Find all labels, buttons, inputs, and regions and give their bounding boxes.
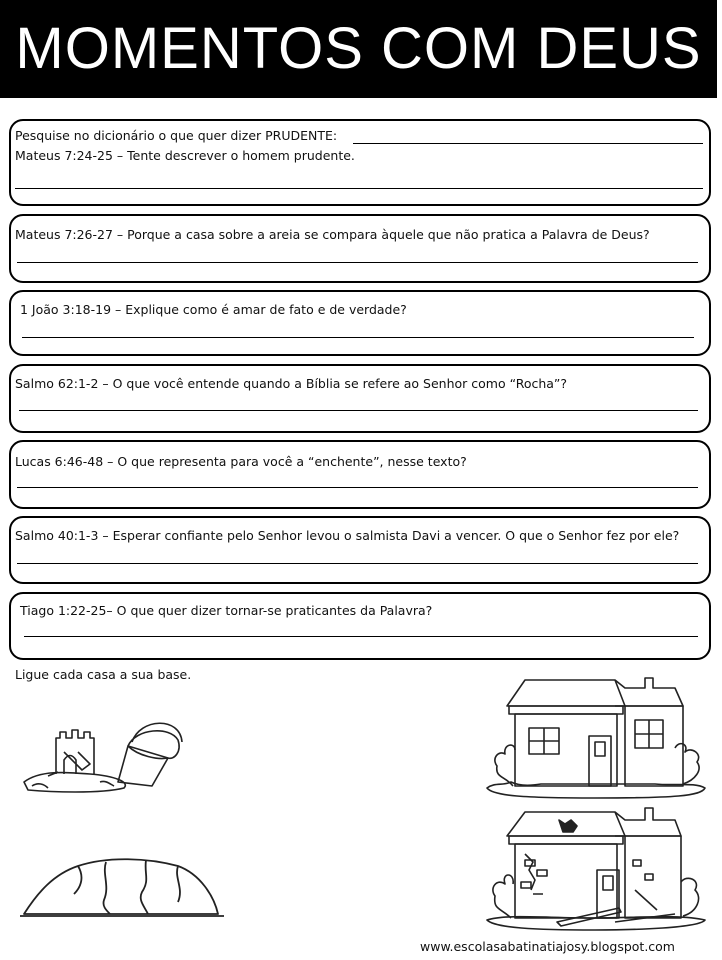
- answer-line[interactable]: [17, 487, 698, 488]
- answer-line[interactable]: [353, 143, 703, 144]
- question-5-text: Lucas 6:46-48 – O que representa para você a “enchente”, nesse texto?: [15, 454, 467, 469]
- activity-instruction: Ligue cada casa a sua base.: [15, 667, 192, 682]
- question-box-6: [9, 516, 711, 584]
- answer-line[interactable]: [22, 337, 694, 338]
- question-3-text: 1 João 3:18-19 – Explique como é amar de fato e de verdade?: [20, 302, 407, 317]
- answer-line[interactable]: [17, 563, 698, 564]
- damaged-house-icon: [485, 798, 707, 934]
- question-box-2: [9, 214, 711, 283]
- question-box-3: [9, 290, 711, 356]
- rock-icon: [18, 852, 228, 922]
- answer-line[interactable]: [24, 636, 698, 637]
- question-2-text: Mateus 7:26-27 – Porque a casa sobre a areia se compara àquele que não pratica a Palavra de Deus?: [15, 227, 650, 242]
- title-banner: [0, 0, 717, 98]
- question-4-text: Salmo 62:1-2 – O que você entende quando a Bíblia se refere ao Senhor como “Rocha”?: [15, 376, 568, 391]
- page-title: MOMENTOS COM DEUS: [15, 16, 702, 81]
- question-7-text: Tiago 1:22-25– O que quer dizer tornar-se praticantes da Palavra?: [20, 603, 433, 618]
- question-box-4: [9, 364, 711, 433]
- question-6-text: Salmo 40:1-3 – Esperar confiante pelo Senhor levou o salmista Davi a vencer. O que o Senhor fez por ele?: [15, 528, 680, 543]
- answer-line[interactable]: [17, 262, 698, 263]
- question-box-5: [9, 440, 711, 509]
- question-1-text: Pesquise no dicionário o que quer dizer PRUDENTE:: [15, 128, 338, 143]
- footer-url[interactable]: www.escolasabatinatiajosy.blogspot.com: [420, 939, 675, 954]
- question-1-subtext: Mateus 7:24-25 – Tente descrever o homem prudente.: [15, 148, 355, 163]
- sand-castle-bucket-icon: [20, 712, 190, 797]
- answer-line[interactable]: [19, 410, 698, 411]
- answer-line[interactable]: [15, 188, 703, 189]
- house-on-rock-icon: [485, 670, 707, 802]
